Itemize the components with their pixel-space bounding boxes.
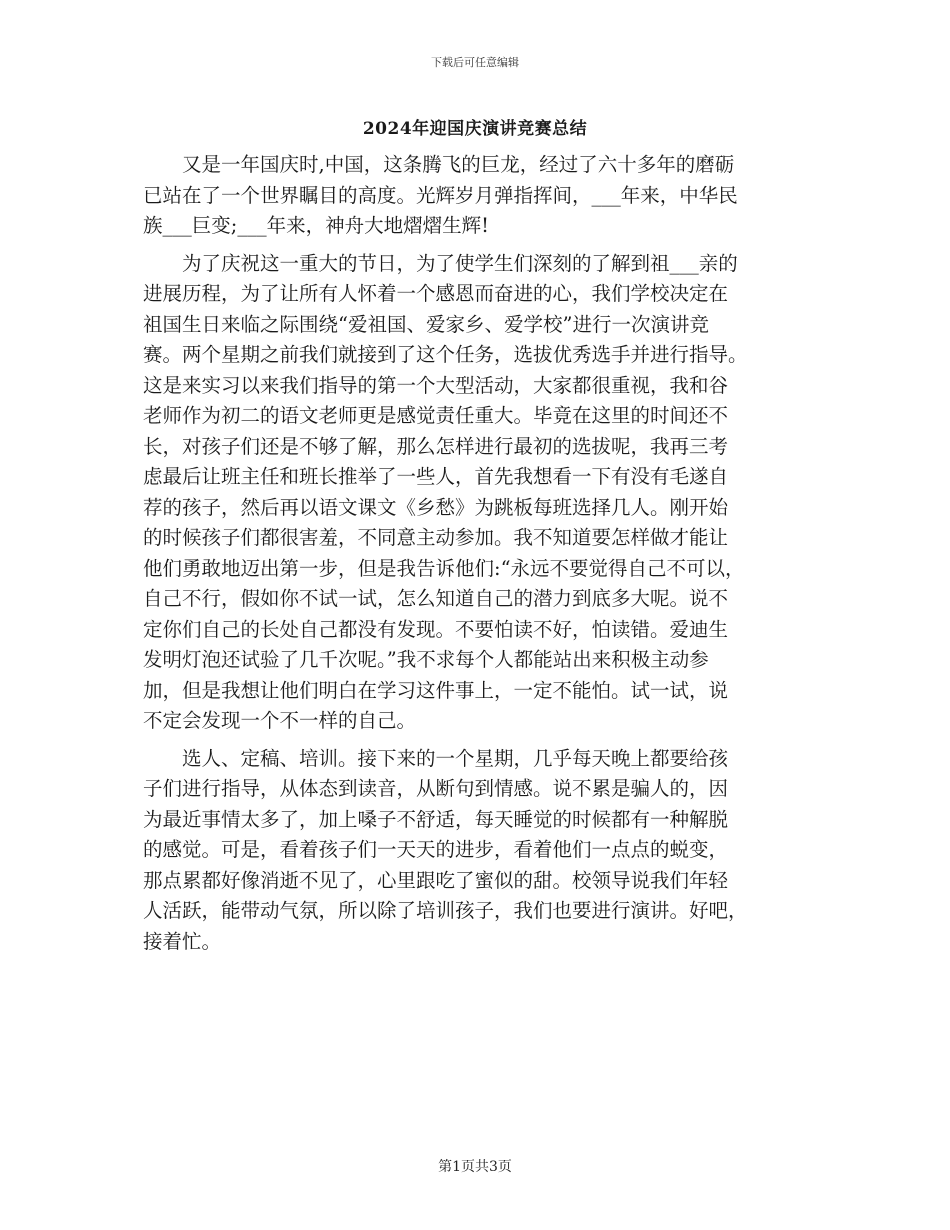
document-title: 2024年迎国庆演讲竞赛总结	[362, 119, 588, 139]
text-line: 又是一年国庆时,中国，这条腾飞的巨龙，经过了六十多年的磨砺	[143, 153, 735, 176]
text-line: 子们进行指导，从体态到读音，从断句到情感。说不累是骗人的，因	[143, 777, 729, 800]
paragraph	[143, 150, 815, 242]
text-line: 那点累都好像消逝不见了，心里跟吃了蜜似的甜。校领导说我们年轻	[143, 868, 729, 892]
text-line: 人活跃，能带动气氛，所以除了培训孩子，我们也要进行演讲。好吧，	[143, 899, 748, 922]
text-line: 这是来实习以来我们指导的第一个大型活动，大家都很重视，我和谷	[143, 373, 729, 397]
text-line: 选人、定稿、培训。接下来的一个星期，几乎每天晚上都要给孩	[143, 746, 729, 770]
text-line: 的时候孩子们都很害羞，不同意主动参加。我不知道要怎样做才能让	[143, 526, 729, 549]
paragraph	[143, 249, 815, 737]
text-line: 虑最后让班主任和班长推举了一些人，首先我想看一下有没有毛遂自	[143, 465, 729, 488]
text-line: 赛。两个星期之前我们就接到了这个任务，选拔优秀选手并进行指导。	[143, 343, 748, 366]
text-line: 长，对孩子们还是不够了解，那么怎样进行最初的选拔呢，我再三考	[143, 434, 729, 458]
document-body	[143, 150, 815, 957]
text-line: 不定会发现一个不一样的自己。	[143, 709, 417, 732]
text-line: 进展历程，为了让所有人怀着一个感恩而奋进的心，我们学校决定在	[143, 282, 729, 305]
text-line: 已站在了一个世界瞩目的高度。光辉岁月弹指挥间，___年来，中华民	[143, 183, 738, 207]
text-line: 定你们自己的长处自己都没有发现。不要怕读不好，怕读错。爱迪生	[143, 617, 729, 641]
paragraph	[143, 744, 815, 958]
text-line: 为了庆祝这一重大的节日，为了使学生们深刻的了解到祖___亲的	[143, 251, 738, 275]
paragraph-gap	[143, 242, 815, 249]
text-line: 他们勇敢地迈出第一步，但是我告诉他们:“永远不要觉得自己不可以，	[143, 556, 745, 580]
text-line: 老师作为初二的语文老师更是感觉责任重大。毕竟在这里的时间还不	[143, 404, 729, 427]
text-line: 发明灯泡还试验了几千次呢。”我不求每个人都能站出来积极主动参	[143, 648, 709, 671]
page-footer: 第1页共3页	[438, 1159, 512, 1175]
text-line: 为最近事情太多了，加上嗓子不舒适，每天睡觉的时候都有一种解脱	[143, 807, 729, 831]
paragraph-gap	[143, 737, 815, 744]
text-line: 加，但是我想让他们明白在学习这件事上，一定不能怕。试一试，说	[143, 678, 729, 702]
text-line: 自己不行，假如你不试一试，怎么知道自己的潜力到底多大呢。说不	[143, 587, 729, 610]
text-line: 祖国生日来临之际围绕“爱祖国、爱家乡、爱学校”进行一次演讲竞	[143, 312, 709, 336]
text-line: 接着忙。	[143, 929, 222, 953]
text-line: 族___巨变;___年来，神舟大地熠熠生辉!	[143, 214, 489, 237]
text-line: 荐的孩子，然后再以语文课文《乡愁》为跳板每班选择几人。刚开始	[143, 495, 729, 519]
text-line: 的感觉。可是，看着孩子们一天天的进步，看着他们一点点的蜕变，	[143, 838, 729, 861]
header-note: 下载后可任意编辑	[431, 56, 519, 69]
